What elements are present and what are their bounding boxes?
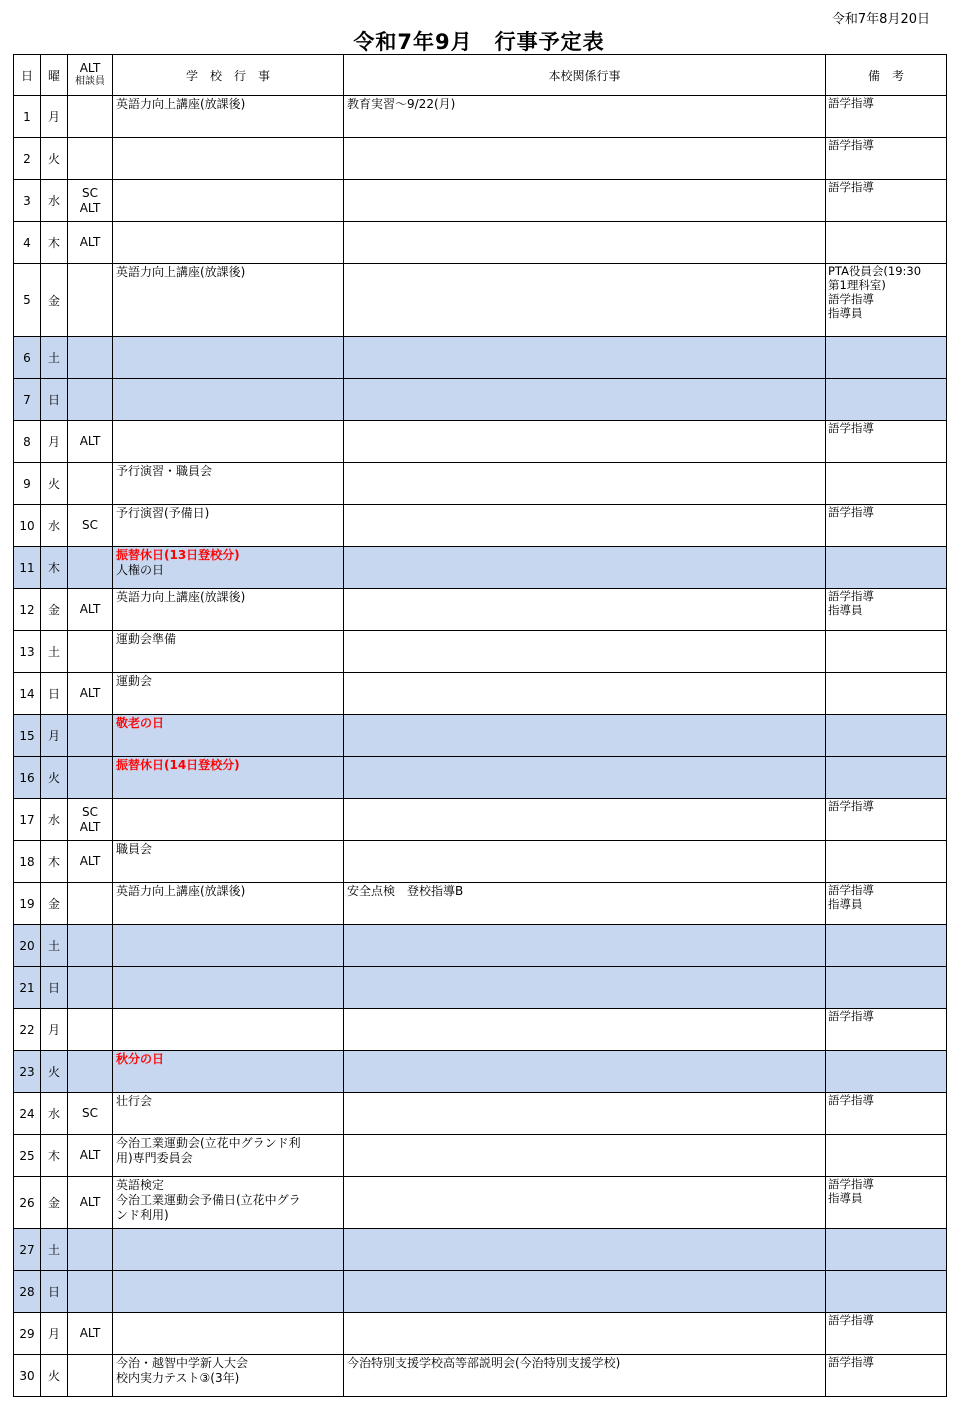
weekday-cell: 日 <box>41 379 68 421</box>
note-entry: 語学指導 <box>828 1009 874 1023</box>
table-row <box>14 1271 947 1313</box>
related-event-cell <box>344 1271 826 1313</box>
table-row <box>14 1313 947 1355</box>
notes-cell <box>826 379 947 421</box>
alt-cell <box>68 589 113 631</box>
alt-cell <box>68 1093 113 1135</box>
table-row <box>14 379 947 421</box>
alt-cell <box>68 799 113 841</box>
school-event-cell <box>113 379 344 421</box>
school-event-cell <box>113 463 344 505</box>
related-event-cell <box>344 264 826 337</box>
day-cell: 13 <box>14 631 41 673</box>
note-entry: 語学指導 <box>828 1355 874 1369</box>
day-cell: 4 <box>14 222 41 264</box>
alt-cell <box>68 1229 113 1271</box>
related-event-cell <box>344 715 826 757</box>
school-event-cell <box>113 96 344 138</box>
note-entry: 語学指導 <box>828 1177 874 1191</box>
school-event: 予行演習(予備日) <box>116 506 210 520</box>
school-event: 振替休日(13日登校分) <box>116 548 240 562</box>
weekday-cell: 土 <box>41 925 68 967</box>
alt-cell <box>68 505 113 547</box>
notes-cell <box>826 757 947 799</box>
table-row <box>14 673 947 715</box>
table-row <box>14 1229 947 1271</box>
header-related-events: 本校関係行事 <box>344 55 826 96</box>
related-event-cell <box>344 1177 826 1229</box>
notes-cell <box>826 180 947 222</box>
school-event-cell <box>113 138 344 180</box>
alt-entry: ALT <box>79 1195 101 1209</box>
school-event: 壮行会 <box>116 1094 153 1108</box>
table-row <box>14 1009 947 1051</box>
notes-cell <box>826 1313 947 1355</box>
weekday-cell: 火 <box>41 757 68 799</box>
related-event: 今治特別支援学校高等部説明会(今治特別支援学校) <box>347 1356 621 1370</box>
notes-cell <box>826 1355 947 1397</box>
note-entry: 語学指導 <box>828 421 874 435</box>
day-cell: 3 <box>14 180 41 222</box>
alt-cell <box>68 715 113 757</box>
school-event: 今治・越智中学新人大会 <box>116 1356 249 1370</box>
related-event-cell <box>344 379 826 421</box>
note-entry: PTA役員会(19:30 <box>828 264 922 278</box>
weekday-cell: 金 <box>41 883 68 925</box>
weekday-cell: 金 <box>41 1177 68 1229</box>
notes-cell <box>826 505 947 547</box>
school-event: ンド利用) <box>116 1208 169 1222</box>
alt-entry: ALT <box>79 1148 101 1162</box>
note-entry: 指導員 <box>828 1191 863 1205</box>
table-row <box>14 505 947 547</box>
related-event-cell <box>344 673 826 715</box>
school-event: 職員会 <box>116 842 153 856</box>
related-event-cell <box>344 631 826 673</box>
table-row <box>14 1177 947 1229</box>
school-event: 予行演習・職員会 <box>116 464 213 478</box>
weekday-cell: 火 <box>41 1355 68 1397</box>
school-event: 英語力向上講座(放課後) <box>116 590 246 604</box>
day-cell: 16 <box>14 757 41 799</box>
alt-cell <box>68 1271 113 1313</box>
school-event: 今治工業運動会(立花中グランド利 <box>116 1136 301 1150</box>
notes-cell <box>826 463 947 505</box>
notes-cell <box>826 1135 947 1177</box>
related-event-cell <box>344 505 826 547</box>
related-event-cell <box>344 925 826 967</box>
school-event-cell <box>113 505 344 547</box>
header-alt-label: ALT <box>79 61 101 75</box>
related-event-cell <box>344 1229 826 1271</box>
weekday-cell: 日 <box>41 1271 68 1313</box>
related-event-cell <box>344 547 826 589</box>
note-entry: 語学指導 <box>828 799 874 813</box>
weekday-cell: 水 <box>41 799 68 841</box>
related-event-cell <box>344 589 826 631</box>
alt-entry: ALT <box>79 854 101 868</box>
notes-cell <box>826 1093 947 1135</box>
table-row <box>14 96 947 138</box>
table-row <box>14 1051 947 1093</box>
alt-entry: SC <box>82 185 98 200</box>
school-event-cell <box>113 799 344 841</box>
school-event-cell <box>113 222 344 264</box>
notes-cell <box>826 883 947 925</box>
weekday-cell: 水 <box>41 180 68 222</box>
notes-cell <box>826 547 947 589</box>
day-cell: 10 <box>14 505 41 547</box>
school-event-cell <box>113 589 344 631</box>
school-event-cell <box>113 925 344 967</box>
table-row <box>14 138 947 180</box>
weekday-cell: 水 <box>41 505 68 547</box>
school-event: 運動会準備 <box>116 632 177 646</box>
school-event-cell <box>113 673 344 715</box>
school-event-cell <box>113 841 344 883</box>
related-event-cell <box>344 180 826 222</box>
weekday-cell: 日 <box>41 967 68 1009</box>
school-event: 英語力向上講座(放課後) <box>116 265 246 279</box>
weekday-cell: 木 <box>41 841 68 883</box>
alt-entry: ALT <box>79 602 101 616</box>
notes-cell <box>826 589 947 631</box>
alt-cell <box>68 883 113 925</box>
weekday-cell: 木 <box>41 1135 68 1177</box>
notes-cell <box>826 1229 947 1271</box>
table-row <box>14 421 947 463</box>
school-event: 英語力向上講座(放課後) <box>116 97 246 111</box>
table-row <box>14 222 947 264</box>
table-row <box>14 715 947 757</box>
table-row <box>14 799 947 841</box>
alt-cell <box>68 547 113 589</box>
alt-cell <box>68 222 113 264</box>
weekday-cell: 火 <box>41 138 68 180</box>
weekday-cell: 水 <box>41 1093 68 1135</box>
notes-cell <box>826 715 947 757</box>
table-row <box>14 1135 947 1177</box>
alt-cell <box>68 421 113 463</box>
notes-cell <box>826 337 947 379</box>
notes-cell <box>826 1051 947 1093</box>
alt-cell <box>68 925 113 967</box>
notes-cell <box>826 96 947 138</box>
table-row <box>14 925 947 967</box>
weekday-cell: 土 <box>41 631 68 673</box>
alt-cell <box>68 180 113 222</box>
school-event-cell <box>113 1355 344 1397</box>
related-event-cell <box>344 799 826 841</box>
day-cell: 7 <box>14 379 41 421</box>
table-row <box>14 337 947 379</box>
school-event-cell <box>113 337 344 379</box>
school-event: 振替休日(14日登校分) <box>116 758 240 772</box>
alt-cell <box>68 757 113 799</box>
table-row <box>14 1093 947 1135</box>
alt-entry: SC <box>82 804 98 819</box>
notes-cell <box>826 673 947 715</box>
weekday-cell: 月 <box>41 96 68 138</box>
note-entry: 語学指導 <box>828 180 874 194</box>
school-event-cell <box>113 264 344 337</box>
alt-cell <box>68 673 113 715</box>
related-event-cell <box>344 1051 826 1093</box>
day-cell: 21 <box>14 967 41 1009</box>
header-alt <box>68 55 113 96</box>
school-event: 人権の日 <box>116 563 165 577</box>
day-cell: 26 <box>14 1177 41 1229</box>
school-event-cell <box>113 1313 344 1355</box>
table-row <box>14 264 947 337</box>
note-entry: 指導員 <box>828 306 863 320</box>
table-row <box>14 463 947 505</box>
related-event-cell <box>344 1355 826 1397</box>
weekday-cell: 金 <box>41 589 68 631</box>
school-event-cell <box>113 1135 344 1177</box>
day-cell: 22 <box>14 1009 41 1051</box>
note-entry: 語学指導 <box>828 96 874 110</box>
table-row <box>14 180 947 222</box>
alt-entry: ALT <box>79 819 101 834</box>
day-cell: 2 <box>14 138 41 180</box>
issue-date: 令和7年8月20日 <box>831 12 930 27</box>
day-cell: 28 <box>14 1271 41 1313</box>
note-entry: 語学指導 <box>828 883 874 897</box>
notes-cell <box>826 967 947 1009</box>
alt-cell <box>68 1355 113 1397</box>
day-cell: 20 <box>14 925 41 967</box>
related-event-cell <box>344 222 826 264</box>
table-header-row <box>14 55 947 96</box>
note-entry: 語学指導 <box>828 292 874 306</box>
day-cell: 14 <box>14 673 41 715</box>
school-event-cell <box>113 1177 344 1229</box>
table-row <box>14 1355 947 1397</box>
alt-cell <box>68 138 113 180</box>
related-event-cell <box>344 967 826 1009</box>
alt-cell <box>68 1135 113 1177</box>
alt-entry: SC <box>82 1106 98 1120</box>
header-notes: 備 考 <box>826 55 947 96</box>
day-cell: 17 <box>14 799 41 841</box>
weekday-cell: 日 <box>41 673 68 715</box>
notes-cell <box>826 138 947 180</box>
weekday-cell: 火 <box>41 1051 68 1093</box>
alt-entry: ALT <box>79 434 101 448</box>
alt-cell <box>68 463 113 505</box>
related-event-cell <box>344 1135 826 1177</box>
note-entry: 指導員 <box>828 897 863 911</box>
school-event-cell <box>113 1229 344 1271</box>
alt-cell <box>68 96 113 138</box>
alt-cell <box>68 337 113 379</box>
related-event: 教育実習～9/22(月) <box>347 97 456 111</box>
related-event-cell <box>344 138 826 180</box>
header-weekday: 曜 <box>41 55 68 96</box>
alt-cell <box>68 1313 113 1355</box>
table-row <box>14 757 947 799</box>
related-event-cell <box>344 883 826 925</box>
day-cell: 9 <box>14 463 41 505</box>
school-event-cell <box>113 883 344 925</box>
day-cell: 29 <box>14 1313 41 1355</box>
alt-cell <box>68 264 113 337</box>
header-alt-sub: 相談員 <box>75 76 105 87</box>
weekday-cell: 金 <box>41 264 68 337</box>
school-event: 英語力向上講座(放課後) <box>116 884 246 898</box>
related-event-cell <box>344 463 826 505</box>
day-cell: 18 <box>14 841 41 883</box>
alt-cell <box>68 1009 113 1051</box>
day-cell: 11 <box>14 547 41 589</box>
page-title: 令和7年9月 行事予定表 <box>353 30 605 54</box>
weekday-cell: 木 <box>41 222 68 264</box>
table-row <box>14 841 947 883</box>
weekday-cell: 火 <box>41 463 68 505</box>
notes-cell <box>826 925 947 967</box>
note-entry: 語学指導 <box>828 505 874 519</box>
school-event: 用)専門委員会 <box>116 1151 193 1165</box>
related-event-cell <box>344 1009 826 1051</box>
day-cell: 15 <box>14 715 41 757</box>
notes-cell <box>826 1009 947 1051</box>
school-event: 運動会 <box>116 674 153 688</box>
table-row <box>14 631 947 673</box>
school-event-cell <box>113 1051 344 1093</box>
alt-entry: ALT <box>79 235 101 249</box>
table-row <box>14 547 947 589</box>
weekday-cell: 月 <box>41 1313 68 1355</box>
school-event: 英語検定 <box>116 1178 165 1192</box>
related-event-cell <box>344 1093 826 1135</box>
notes-cell <box>826 1177 947 1229</box>
note-entry: 語学指導 <box>828 138 874 152</box>
alt-cell <box>68 1051 113 1093</box>
school-event: 秋分の日 <box>116 1052 165 1066</box>
alt-entry: ALT <box>79 1326 101 1340</box>
school-event-cell <box>113 715 344 757</box>
day-cell: 24 <box>14 1093 41 1135</box>
day-cell: 19 <box>14 883 41 925</box>
related-event: 安全点検 登校指導B <box>347 884 464 898</box>
table-row <box>14 967 947 1009</box>
school-event-cell <box>113 1271 344 1313</box>
table-row <box>14 589 947 631</box>
day-cell: 8 <box>14 421 41 463</box>
weekday-cell: 土 <box>41 1229 68 1271</box>
school-event-cell <box>113 631 344 673</box>
header-school-events: 学 校 行 事 <box>113 55 344 96</box>
alt-entry: SC <box>82 518 98 532</box>
alt-cell <box>68 379 113 421</box>
school-event-cell <box>113 757 344 799</box>
notes-cell <box>826 1271 947 1313</box>
alt-cell <box>68 1177 113 1229</box>
school-event-cell <box>113 421 344 463</box>
alt-cell <box>68 841 113 883</box>
notes-cell <box>826 799 947 841</box>
school-event-cell <box>113 1009 344 1051</box>
day-cell: 6 <box>14 337 41 379</box>
school-event: 今治工業運動会予備日(立花中グラ <box>116 1193 301 1207</box>
day-cell: 23 <box>14 1051 41 1093</box>
related-event-cell <box>344 337 826 379</box>
related-event-cell <box>344 96 826 138</box>
day-cell: 1 <box>14 96 41 138</box>
weekday-cell: 月 <box>41 715 68 757</box>
note-entry: 第1理科室) <box>828 278 886 292</box>
notes-cell <box>826 841 947 883</box>
weekday-cell: 月 <box>41 421 68 463</box>
related-event-cell <box>344 757 826 799</box>
note-entry: 指導員 <box>828 603 863 617</box>
notes-cell <box>826 264 947 337</box>
school-event: 敬老の日 <box>116 716 165 730</box>
alt-entry: ALT <box>79 686 101 700</box>
school-event: 校内実力テスト③(3年) <box>116 1371 240 1385</box>
note-entry: 語学指導 <box>828 589 874 603</box>
day-cell: 12 <box>14 589 41 631</box>
related-event-cell <box>344 421 826 463</box>
school-event-cell <box>113 547 344 589</box>
related-event-cell <box>344 1313 826 1355</box>
notes-cell <box>826 421 947 463</box>
alt-cell <box>68 967 113 1009</box>
day-cell: 5 <box>14 264 41 337</box>
school-event-cell <box>113 967 344 1009</box>
table-row <box>14 883 947 925</box>
note-entry: 語学指導 <box>828 1093 874 1107</box>
school-event-cell <box>113 1093 344 1135</box>
alt-entry: ALT <box>79 200 101 215</box>
note-entry: 語学指導 <box>828 1313 874 1327</box>
notes-cell <box>826 631 947 673</box>
day-cell: 25 <box>14 1135 41 1177</box>
schedule-table <box>13 54 947 1397</box>
weekday-cell: 土 <box>41 337 68 379</box>
school-event-cell <box>113 180 344 222</box>
day-cell: 27 <box>14 1229 41 1271</box>
day-cell: 30 <box>14 1355 41 1397</box>
related-event-cell <box>344 841 826 883</box>
notes-cell <box>826 222 947 264</box>
header-day: 日 <box>14 55 41 96</box>
weekday-cell: 月 <box>41 1009 68 1051</box>
weekday-cell: 木 <box>41 547 68 589</box>
alt-cell <box>68 631 113 673</box>
